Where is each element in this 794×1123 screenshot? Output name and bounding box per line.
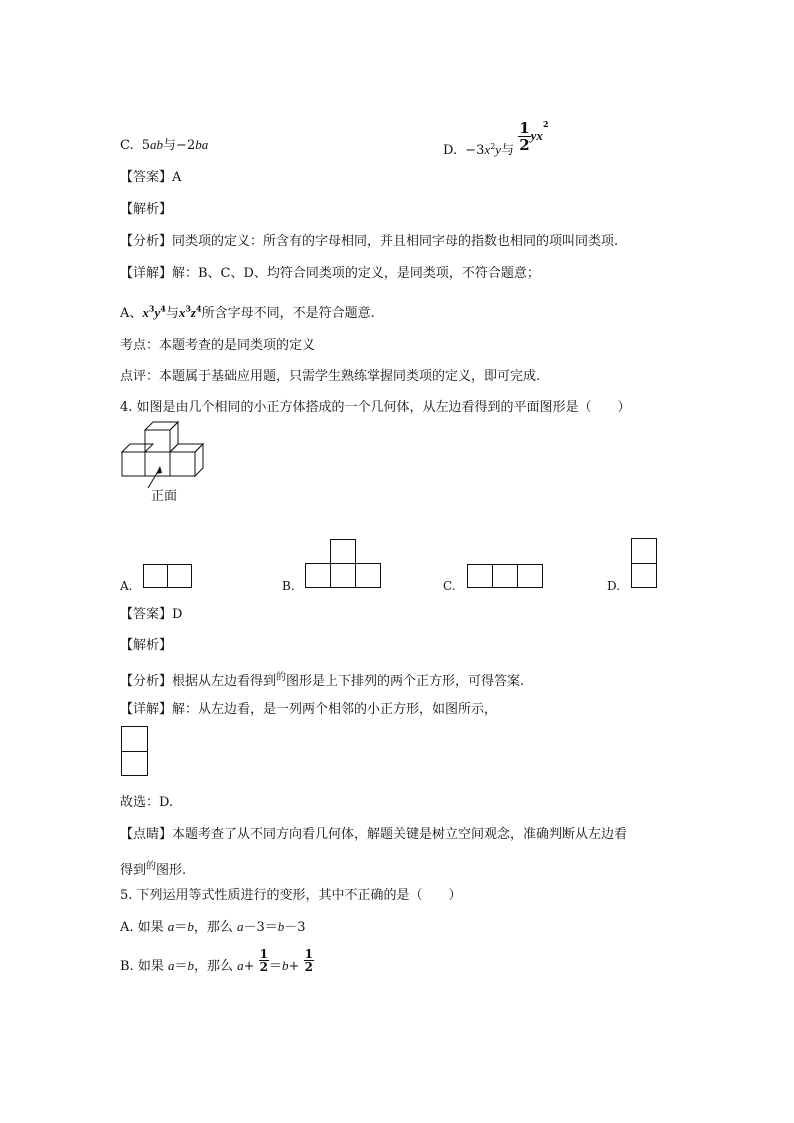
option-c-var2: ba: [195, 137, 209, 152]
q5-b-eq2: ＝: [269, 959, 283, 974]
option-c-label: C.: [120, 138, 134, 153]
q5-b-var2: b: [187, 958, 194, 973]
q5-b-prefix: B. 如果: [120, 959, 168, 974]
q4-fenxi-part2: 图形是上下排列的两个正方形，可得答案.: [286, 674, 525, 689]
q5-b-fraction1: [259, 948, 269, 973]
q5-a-minus1: －3＝: [243, 920, 278, 935]
q4-fenxi-de: 的: [276, 672, 287, 683]
q5-a-mid: ，那么: [193, 920, 237, 935]
q5-option-b: [120, 948, 314, 973]
option-c-label-q4: C.: [443, 579, 456, 593]
option-d-var-y: y: [495, 142, 502, 157]
option-d-figure: [631, 538, 658, 589]
q5-option-a: [120, 916, 306, 935]
mono2-exp-x: 3: [185, 303, 191, 314]
q5-b-den1: 2: [259, 960, 269, 974]
q5-b-mid: ，那么: [193, 959, 238, 974]
q5-b-var1: a: [167, 958, 175, 973]
q5-b-fraction2: [304, 948, 314, 973]
option-b-label: B.: [282, 579, 295, 593]
q4-xiangjie: 【详解】解：从左边看，是一列两个相邻的小正方形，如图所示，: [120, 702, 498, 717]
q5-b-var4: b: [282, 958, 289, 973]
q4-dianjing-part2: 图形.: [156, 863, 187, 878]
fraction-denominator: 2: [519, 136, 530, 154]
q3-fenxi: 【分析】同类项的定义：所含有的字母相同，并且相同字母的指数也相同的项叫同类项.: [120, 234, 619, 249]
q4-fenxi-part1: 【分析】根据从左边看得到: [120, 674, 277, 689]
q5-a-var1: a: [167, 919, 175, 934]
mono2-x: x: [178, 305, 186, 320]
q5-a-var2: b: [187, 919, 194, 934]
option-d-exp: 2: [490, 142, 496, 151]
q4-dianjing-de: 的: [146, 861, 157, 872]
q4-answer: 【答案】D: [120, 607, 183, 622]
q3-answer: 【答案】A: [120, 170, 182, 185]
option-a-figure: [143, 564, 193, 588]
mono2-exp-z: 4: [195, 303, 202, 314]
mono2-z: z: [190, 305, 196, 320]
option-c: [120, 134, 208, 153]
option-b-figure: [305, 539, 382, 589]
q5-b-var3: a: [237, 958, 244, 973]
q5-b-plus1: +: [243, 959, 255, 974]
mono1-exp-x: 3: [148, 303, 155, 314]
option-c-var: ab: [150, 137, 164, 152]
q5-b-num2: 1: [304, 947, 313, 961]
option-d-yx: yx: [530, 128, 543, 143]
q5-a-minus2: －3: [284, 920, 306, 935]
a-reason-text: 所含字母不同，不是符合题意.: [201, 306, 375, 321]
q4-dianjing-part1: 得到: [120, 863, 147, 878]
option-c-mid: 与−2: [163, 138, 196, 153]
q4-dianjing-line1: 【点睛】本题考查了从不同方向看几何体，解题关键是树立空间观念，准确判断从左边看: [120, 827, 628, 842]
q3-dianping: 点评：本题属于基础应用题，只需学生熟练掌握同类项的定义，即可完成.: [120, 369, 541, 384]
q5-a-prefix: A. 如果: [120, 920, 168, 935]
option-a-label: A.: [120, 579, 133, 593]
option-c-term: 5: [141, 138, 151, 153]
left-view-figure: [121, 726, 149, 777]
q4-guxuan: 故选：D.: [120, 795, 174, 810]
a-yu: 与: [165, 306, 179, 321]
front-label: 正面: [151, 489, 178, 504]
q4-jiexi: 【解析】: [120, 638, 173, 653]
q5-b-den2: 2: [304, 960, 313, 974]
a-prefix: A、: [120, 306, 143, 321]
option-d-fraction: [518, 120, 530, 153]
q5-b-eq: ＝: [174, 959, 188, 974]
mono1-y: y: [154, 305, 161, 320]
option-d-label-q4: D.: [607, 579, 621, 593]
option-d-coef: −3: [465, 143, 485, 158]
mono1-exp-y: 4: [160, 303, 166, 314]
option-c-figure: [467, 564, 544, 589]
option-d-label: D.: [443, 143, 458, 158]
q3-option-a-reason: [120, 302, 375, 321]
q5-a-eq: ＝: [174, 920, 188, 935]
mono1-x: x: [142, 305, 149, 320]
option-d-exp2: 2: [542, 118, 549, 129]
q4-dianjing-line2: [120, 857, 186, 878]
q3-jiexi: 【解析】: [120, 202, 173, 217]
q5-a-var4: b: [277, 919, 285, 934]
q3-kaodian: 考点：本题考查的是同类项的定义: [120, 338, 316, 353]
option-d-var-x: x: [484, 142, 491, 157]
q5-b-num1: 1: [259, 947, 269, 961]
q4-stem: 4. 如图是由几个相同的小正方体搭成的一个几何体，从左边看得到的平面图形是（ ）: [120, 400, 631, 415]
option-d-yu: 与: [501, 143, 515, 158]
q4-fenxi: [120, 668, 524, 689]
option-d: [443, 118, 549, 159]
q5-stem: 5. 下列运用等式性质进行的变形，其中不正确的是（ ）: [120, 888, 462, 903]
q5-b-plus2: +: [288, 959, 300, 974]
q3-xiangjie: 【详解】解：B、C、D、均符合同类项的定义，是同类项，不符合题意；: [120, 266, 540, 281]
fraction-numerator: 1: [519, 119, 530, 137]
q5-a-var3: a: [236, 919, 244, 934]
